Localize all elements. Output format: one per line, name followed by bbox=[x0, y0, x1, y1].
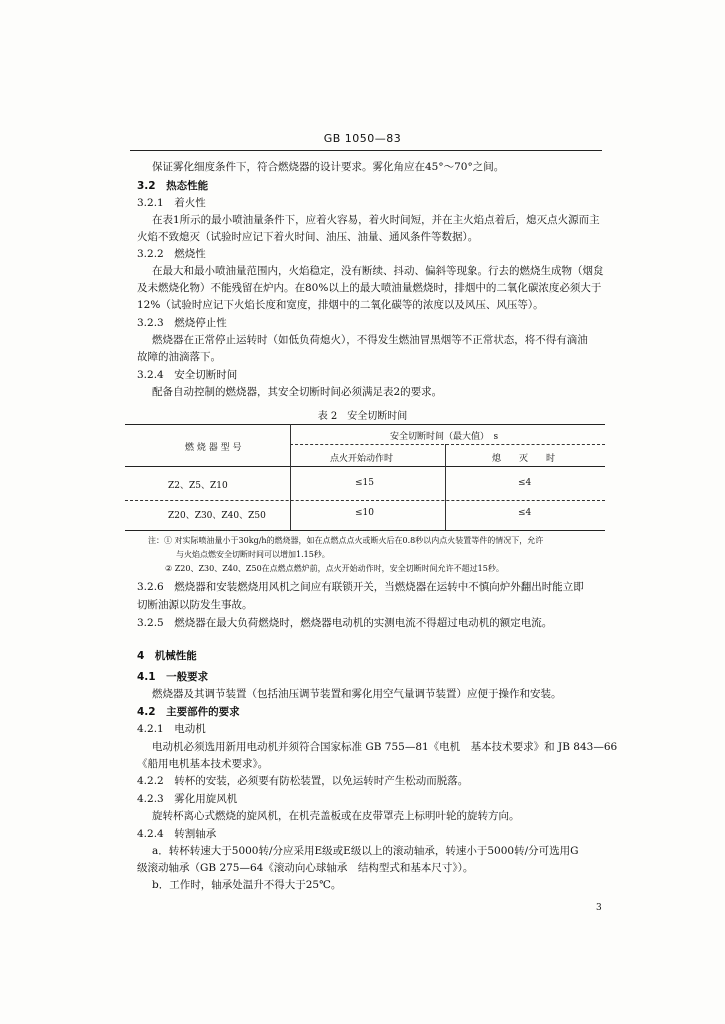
text-line: 配备自动控制的燃烧器，其安全切断时间必须满足表2的要求。 bbox=[152, 386, 443, 398]
table-col-divider bbox=[445, 444, 446, 530]
table-cell-ignite: ≤15 bbox=[355, 478, 374, 488]
text-line: 旋转杯离心式燃烧的旋风机，在机壳盖板或在皮带罩壳上标明叶轮的旋转方向。 bbox=[152, 810, 520, 822]
section-heading: 4.1 一般要求 bbox=[137, 671, 209, 683]
text-line: a．转杯转速大于5000转/分应采用E级或E级以上的滚动轴承，转速小于5000转/分可选用G bbox=[152, 845, 579, 857]
subsection-heading: 3.2.3 燃烧停止性 bbox=[137, 317, 227, 329]
table-header-group: 安全切断时间（最大值） s bbox=[390, 432, 499, 442]
text-line: 《船用电机基本技术要求》。 bbox=[137, 758, 269, 770]
text-line: 在表1所示的最小喷油量条件下，应着火容易，着火时间短，并在主火焰点着后，熄灭点火源而主 bbox=[152, 214, 600, 226]
text-line: 燃烧器在正常停止运转时（如低负荷熄火），不得发生燃油冒黑烟等不正常状态，将不得有滴油 bbox=[152, 334, 588, 346]
text-line: b．工作时，轴承处温升不得大于25℃。 bbox=[152, 879, 342, 891]
subsection-heading: 4.2.4 转割轴承 bbox=[137, 828, 217, 840]
text-line: 电动机必须选用新用电动机并须符合国家标准 GB 755—81《电机 基本技术要求》和 JB 843—66 bbox=[152, 741, 618, 753]
text-line: 及未燃烧化物）不能残留在炉内。在80%以上的最大喷油量燃烧时，排烟中的二氧化碳浓度必须大于 bbox=[137, 282, 602, 294]
table-group-rule bbox=[290, 444, 605, 445]
text-line: 保证雾化细度条件下，符合燃烧器的设计要求。雾化角应在45°～70°之间。 bbox=[152, 161, 505, 173]
standard-code-header: GB 1050—83 bbox=[323, 132, 402, 145]
table-note: 注：① 对实际喷油量小于30kg/h的燃烧器，如在点燃点点火或断火后在0.8秒以内点火装置等件的情况下，允许 bbox=[148, 536, 544, 545]
section-heading: 4 机械性能 bbox=[137, 650, 197, 662]
subsection-heading: 3.2.1 着火性 bbox=[137, 197, 206, 209]
table-cell-model: Z20、Z30、Z40、Z50 bbox=[168, 511, 266, 521]
table-header-flameout: 熄 灭 时 bbox=[492, 454, 556, 464]
text-line: 故障的油滴落下。 bbox=[137, 351, 221, 363]
text-line: 火焰不致熄灭（试验时应记下着火时间、油压、油量、通风条件等数据）。 bbox=[137, 231, 479, 243]
section-heading: 4.2 主要部件的要求 bbox=[137, 706, 240, 718]
table-note: ② Z20、Z30、Z40、Z50在点燃点燃炉前，点火开始动作时，安全切断时间允许不超过15秒。 bbox=[165, 564, 504, 573]
table-row-rule bbox=[125, 500, 605, 501]
table-cell-flameout: ≤4 bbox=[518, 508, 532, 518]
subsection-heading: 3.2.5 燃烧器在最大负荷燃烧时，燃烧器电动机的实测电流不得超过电动机的额定电流。 bbox=[137, 617, 553, 629]
subsection-heading: 3.2.4 安全切断时间 bbox=[137, 369, 238, 381]
subsection-heading: 4.2.3 雾化用旋风机 bbox=[137, 793, 238, 805]
table-col-divider bbox=[290, 424, 291, 530]
text-line: 12%（试验时应记下火焰长度和宽度，排烟中的二氧化碳等的浓度以及风压、风压等）。 bbox=[137, 299, 544, 311]
table-header-ignite: 点火开始动作时 bbox=[330, 454, 394, 464]
table-cell-flameout: ≤4 bbox=[518, 478, 532, 488]
table-top-rule bbox=[125, 424, 605, 425]
table-header-rule bbox=[125, 466, 605, 467]
section-heading: 3.2 热态性能 bbox=[137, 180, 209, 192]
text-line: 切断油源以防发生事故。 bbox=[137, 599, 253, 611]
header-rule bbox=[130, 150, 602, 151]
text-line: 级滚动轴承（GB 275—64《滚动向心球轴承 结构型式和基本尺寸》）。 bbox=[137, 862, 474, 874]
table-cell-ignite: ≤10 bbox=[355, 508, 374, 518]
subsection-heading: 4.2.1 电动机 bbox=[137, 723, 206, 735]
table-header-model: 燃 烧 器 型 号 bbox=[185, 443, 242, 453]
table-title: 表 2 安全切断时间 bbox=[317, 411, 408, 422]
table-cell-model: Z2、Z5、Z10 bbox=[168, 481, 228, 491]
text-line: 燃烧器及其调节装置（包括油压调节装置和雾化用空气量调节装置）应便于操作和安装。 bbox=[152, 688, 562, 700]
text-line: 在最大和最小喷油量范围内，火焰稳定，没有断续、抖动、偏斜等现象。行去的燃烧生成物（烟炱 bbox=[152, 265, 604, 277]
table-note: 与火焰点燃安全切断时间可以增加1.15秒。 bbox=[176, 550, 330, 559]
table-bottom-rule bbox=[125, 530, 605, 531]
subsection-heading: 3.2.6 燃烧器和安装燃烧用风机之间应有联锁开关，当燃烧器在运转中不慎向炉外翻出时能立即 bbox=[137, 581, 584, 593]
subsection-heading: 3.2.2 燃烧性 bbox=[137, 248, 206, 260]
subsection-heading: 4.2.2 转杯的安装，必须要有防松装置，以免运转时产生松动而脱落。 bbox=[137, 775, 469, 787]
page-number: 3 bbox=[596, 903, 602, 913]
